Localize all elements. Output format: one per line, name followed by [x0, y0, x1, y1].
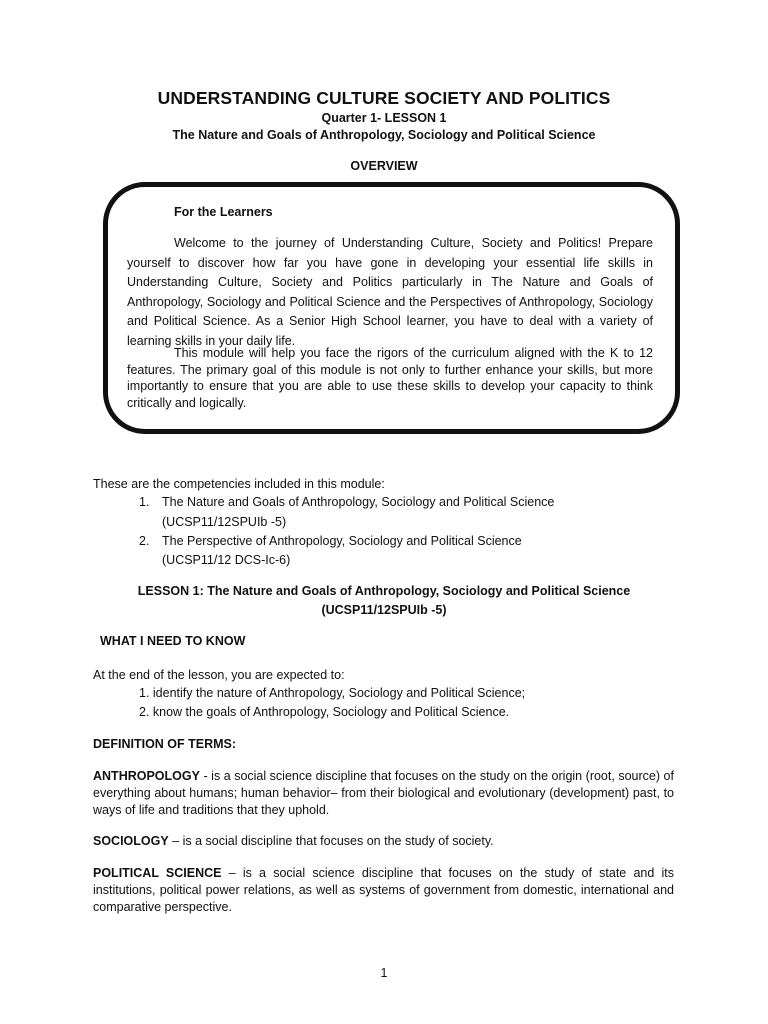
competency-number: 2.: [139, 534, 150, 548]
competency-text: The Perspective of Anthropology, Sociology and Political Science: [162, 534, 522, 548]
competency-item: [139, 534, 522, 548]
learners-paragraph-2-text: This module will help you face the rigors of the curriculum aligned with the K to 12 features. The primary goal of this module is not only to further enhance your skills, but more importantly to ensure that you are able to use these skills to develop your capacity to think critically and logically.: [127, 346, 653, 410]
definition-text: – is a social discipline that focuses on the study of society.: [168, 834, 494, 848]
competency-code: (UCSP11/12 DCS-Ic-6): [162, 553, 291, 567]
page-title: UNDERSTANDING CULTURE SOCIETY AND POLITICS: [157, 88, 611, 108]
definition-term: SOCIOLOGY: [93, 834, 169, 848]
definition-anthropology: [93, 768, 674, 819]
competency-number: 1.: [139, 495, 150, 509]
quarter-lesson-label: Quarter 1- LESSON 1: [321, 111, 447, 125]
lesson-code: (UCSP11/12SPUIb -5): [321, 603, 447, 617]
page-number: 1: [380, 966, 388, 980]
lesson-heading: LESSON 1: The Nature and Goals of Anthropology, Sociology and Political Science: [137, 584, 631, 598]
definition-text: – is a social science discipline that focuses on the study of state and its institutions, political power relations, as well as systems of government from domestic, international and comparative perspective.: [93, 866, 674, 914]
learners-paragraph-1: [127, 234, 653, 351]
objective-item: 1. identify the nature of Anthropology, Sociology and Political Science;: [139, 686, 526, 700]
definitions-heading: DEFINITION OF TERMS:: [93, 737, 237, 751]
competency-code: (UCSP11/12SPUIb -5): [162, 515, 287, 529]
objectives-intro: At the end of the lesson, you are expected to:: [93, 668, 345, 682]
definition-text: - is a social science discipline that focuses on the study on the origin (root, source) of everything about humans; human behavior– from their biological and evolutionary (development) past, to ways of life and traditions that they uphold.: [93, 769, 674, 817]
definition-term: POLITICAL SCIENCE: [93, 866, 222, 880]
lesson-subtitle: The Nature and Goals of Anthropology, Sociology and Political Science: [172, 128, 596, 142]
definition-term: ANTHROPOLOGY: [93, 769, 200, 783]
learners-box-heading: For the Learners: [174, 205, 273, 219]
objective-item: 2. know the goals of Anthropology, Sociology and Political Science.: [139, 705, 510, 719]
definition-sociology: [93, 833, 674, 850]
definition-political-science: [93, 865, 674, 916]
overview-heading: OVERVIEW: [350, 159, 418, 173]
learners-paragraph-1-text: Welcome to the journey of Understanding Culture, Society and Politics! Prepare yourself to discover how far you have gone in developing your essential life skills in Understanding Culture, Society and Politics particularly in The Nature and Goals of Anthropology, Sociology and Political Science and the Perspectives of Anthropology, Sociology and Political Science. As a Senior High School learner, you have to deal with a variety of learning skills in your daily life.: [127, 236, 653, 348]
competency-text: The Nature and Goals of Anthropology, Sociology and Political Science: [162, 495, 555, 509]
competency-item: [139, 495, 554, 509]
need-to-know-heading: WHAT I NEED TO KNOW: [100, 634, 246, 648]
competencies-intro: These are the competencies included in this module:: [93, 477, 385, 491]
learners-paragraph-2: [127, 345, 653, 411]
